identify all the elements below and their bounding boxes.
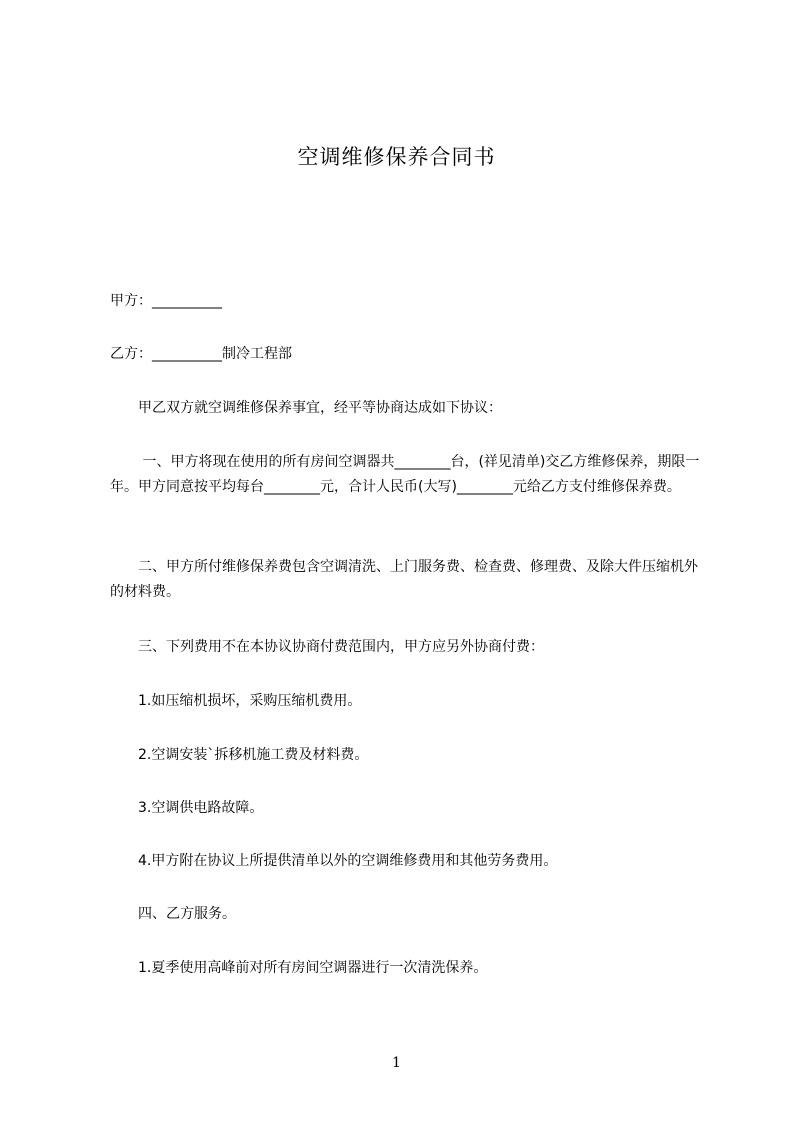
clause-3-item-4: 4.甲方附在协议上所提供清单以外的空调维修费用和其他劳务费用。 [138, 853, 558, 869]
clause-3-item-1: 1.如压缩机损坏，采购压缩机费用。 [138, 693, 362, 709]
clause-1: 一、甲方将现在使用的所有房间空调器共________台，(祥见清单)交乙方维修保养，期限一年。甲方同意按平均每台________元，合计人民币(大写)________元给乙方支付维修保养费。 [110, 454, 700, 495]
page-number: 1 [392, 1055, 401, 1071]
party-a-line: 甲方：__________ [110, 293, 222, 309]
clause-4-item-1: 1.夏季使用高峰前对所有房间空调器进行一次清洗保养。 [138, 960, 488, 976]
clause-3: 三、下列费用不在本协议协商付费范围内，甲方应另外协商付费： [138, 639, 544, 655]
clause-3-item-2: 2.空调安装`拆移机施工费及材料费。 [138, 747, 369, 763]
clause-4: 四、乙方服务。 [138, 906, 236, 922]
party-b-line: 乙方：__________制冷工程部 [110, 346, 292, 362]
agreement-intro: 甲乙双方就空调维修保养事宜，经平等协商达成如下协议： [138, 400, 502, 416]
clause-3-item-3: 3.空调供电路故障。 [138, 800, 264, 816]
clause-2: 二、甲方所付维修保养费包含空调清洗、上门服务费、检查费、修理费、及除大件压缩机外的材料费。 [110, 559, 698, 600]
document-title: 空调维修保养合同书 [297, 145, 496, 169]
